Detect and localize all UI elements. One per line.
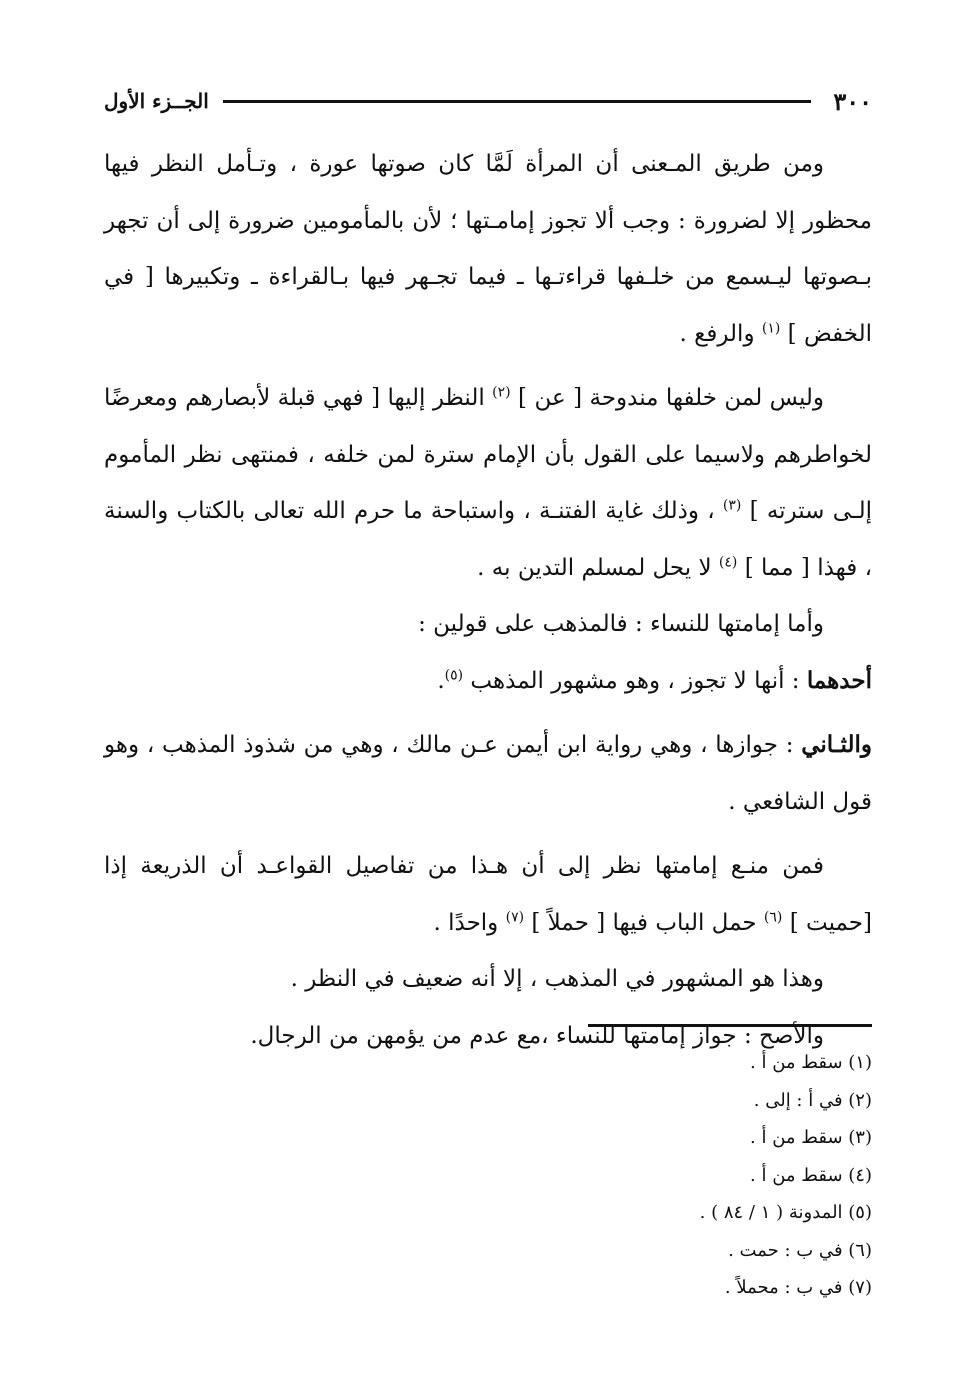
paragraph-text: ومن طريق المـعنى أن المرأة لَمَّا كان صوتها عورة ، وتـأمل النظر فيها محظور إلا لضرورة : وجب ألا تجوز إمامـتها ؛ لأن بالمأمومين ضرورة إلى أن تجهر بـصوتها ليـسمع من خلـفها قراءتـها ـ فيما تجـهر فيها بـالقراءة ـ وتكبيرها [ في الخفض ] bbox=[104, 151, 872, 347]
footnote-ref: (٦) bbox=[763, 908, 783, 925]
running-title: الجــزء الأول bbox=[104, 89, 209, 113]
header-rule bbox=[223, 100, 811, 103]
paragraph-2 bbox=[104, 370, 872, 596]
paragraph-text: فمن منـع إمامتها نظر إلى أن هـذا من تفاصيل القواعـد أن الذريعة إذا [حميت ] bbox=[104, 853, 872, 936]
footnote-2: (٢) في أ : إلى . bbox=[753, 1089, 872, 1111]
main-text bbox=[104, 136, 872, 1064]
paragraph-label: والثـاني bbox=[801, 731, 872, 758]
paragraph-4 bbox=[104, 653, 872, 710]
paragraph-text: . bbox=[437, 667, 445, 694]
paragraph-3 bbox=[104, 596, 872, 653]
footnote-ref: (٢) bbox=[492, 384, 511, 401]
paragraph-text: والرفع . bbox=[679, 320, 762, 347]
footnote-ref: (٥) bbox=[444, 666, 464, 683]
footnote-4: (٤) سقط من أ . bbox=[750, 1164, 872, 1186]
paragraph-text: : أنها لا تجوز ، وهو مشهور المذهب bbox=[463, 667, 807, 694]
paragraph-text: حمل الباب فيها [ حملاً ] bbox=[524, 909, 764, 936]
page-number: ٣٠٠ bbox=[833, 86, 872, 116]
paragraph-1 bbox=[104, 136, 872, 362]
paragraph-5 bbox=[104, 717, 872, 830]
paragraph-text: وأما إمامتها للنساء : فالمذهب على قولين : bbox=[418, 611, 824, 637]
paragraph-text: واحدًا . bbox=[433, 909, 506, 936]
footnote-3: (٣) سقط من أ . bbox=[750, 1127, 872, 1148]
footnote-ref: (٧) bbox=[505, 908, 525, 925]
footnote-7: (٧) في ب : محملاً . bbox=[724, 1277, 872, 1298]
paragraph-text: والأصح : جواز إمامتها للنساء ،مع عدم من يؤمهن من الرجال. bbox=[250, 1022, 824, 1049]
paragraph-7 bbox=[104, 951, 872, 1008]
footnote-6: (٦) في ب : حمت . bbox=[728, 1239, 872, 1261]
paragraph-6 bbox=[104, 838, 872, 951]
footnote-ref: (٤) bbox=[718, 553, 738, 570]
paragraph-text: النظر إليها [ فهي قبلة لأبصارهم ومعرضًا لخواطرهم ولاسيما على القول بأن الإمام سترة لمن خلفه ، فمنتهى نظر المأموم إلـى سترته ] bbox=[104, 385, 872, 524]
paragraph-text: وهذا هو المشهور في المذهب ، إلا أنه ضعيف في النظر . bbox=[290, 966, 824, 992]
paragraph-text: ، وذلك غاية الفتنـة ، واستباحة ما حرم الله تعالى بالكتاب والسنة ، فهذا [ مما ] bbox=[104, 498, 872, 581]
footnotes bbox=[500, 1044, 872, 1307]
paragraph-text: وليس لمن خلفها مندوحة [ عن ] bbox=[510, 385, 825, 411]
paragraph-text: لا يحل لمسلم التدين به . bbox=[477, 554, 719, 581]
page-header bbox=[104, 84, 872, 118]
footnote-ref: (١) bbox=[761, 319, 781, 336]
footnote-1: (١) سقط من أ . bbox=[750, 1052, 872, 1073]
footnote-rule bbox=[588, 1024, 872, 1027]
paragraph-label: أحدهما bbox=[806, 666, 872, 694]
paragraph-text: : جوازها ، وهي رواية ابن أيمن عـن مالك ، وهي من شذوذ المذهب ، وهو قول الشافعي . bbox=[104, 732, 872, 815]
footnote-ref: (٣) bbox=[722, 497, 742, 514]
footnote-5: (٥) المدونة ( ١ / ٨٤ ) . bbox=[699, 1202, 872, 1223]
